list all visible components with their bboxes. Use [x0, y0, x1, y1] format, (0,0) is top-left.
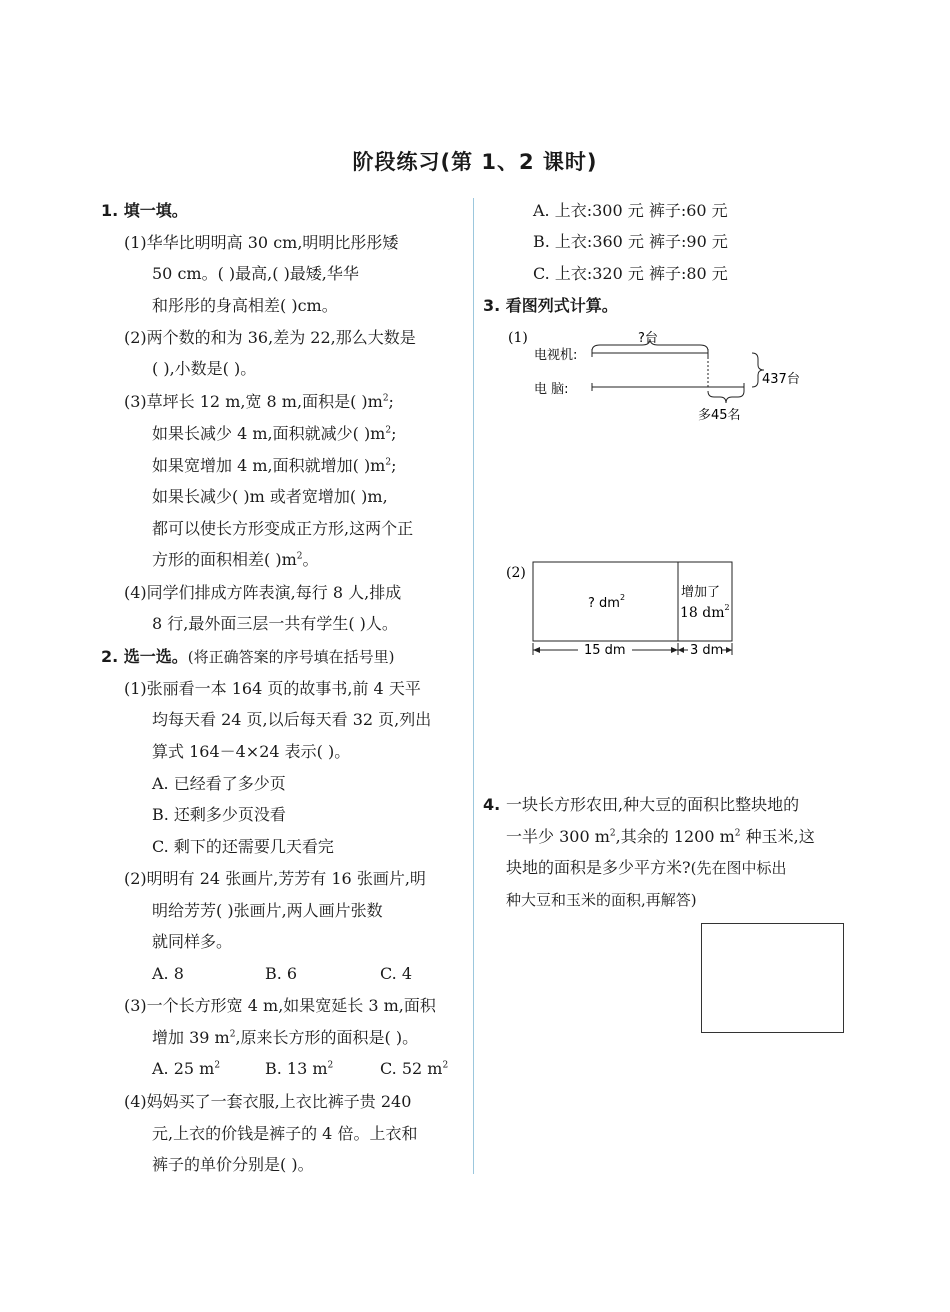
section-2-heading: 2. 选一选。(将正确答案的序号填在括号里) — [101, 647, 395, 666]
q1-3-line-6: 方形的面积相差( )$m^2$。 — [152, 550, 319, 569]
q2-3-line-1: (3)一个长方形宽 4 m,如果宽延长 3 m,面积 — [124, 996, 436, 1015]
q2-1-line-3: 算式 164－4×24 表示( )。 — [152, 742, 351, 761]
q4-line-1: 一块长方形农田,种大豆的面积比整块地的 — [506, 795, 800, 814]
q1-2-line-1: (2)两个数的和为 36,差为 22,那么大数是 — [124, 328, 416, 347]
rectangle-diagram — [500, 555, 750, 665]
diagram-1-number: (1) — [508, 330, 528, 346]
unknown-label: ?台 — [638, 331, 658, 346]
q1-3-line-3: 如果宽增加 4 m,面积就增加( )$m^2$; — [152, 456, 397, 475]
q4-line-4: 种大豆和玉米的面积,再解答) — [506, 891, 697, 909]
q2-1-option-c: C. 剩下的还需要几天看完 — [152, 837, 334, 856]
q2-2-option-b: B. 6 — [265, 964, 298, 983]
q2-1-option-b: B. 还剩多少页没看 — [152, 805, 286, 824]
q2-2-line-3: 就同样多。 — [152, 932, 233, 951]
q2-4-line-2: 元,上衣的价钱是裤子的 4 倍。上衣和 — [152, 1124, 418, 1143]
q2-2-option-a: A. 8 — [152, 964, 184, 983]
tv-label: 电视机: — [534, 348, 578, 363]
q1-4-line-1: (4)同学们排成方阵表演,每行 8 人,排成 — [124, 583, 402, 602]
diagram-2-number: (2) — [506, 565, 526, 581]
q2-4-line-1: (4)妈妈买了一套衣服,上衣比裤子贵 240 — [124, 1092, 412, 1111]
unknown-area-label: ? $dm^2$ — [588, 593, 626, 611]
q1-2-line-2: ( ),小数是( )。 — [152, 359, 257, 378]
q1-3-line-1: (3)草坪长 12 m,宽 8 m,面积是( )$m^2$; — [124, 392, 394, 411]
difference-brace — [708, 391, 744, 403]
q2-4-line-3: 裤子的单价分别是( )。 — [152, 1155, 314, 1174]
page-title: 阶段练习(第 1、2 课时) — [352, 150, 598, 174]
q2-3-line-2: 增加 39 $m^2$,原来长方形的面积是( )。 — [152, 1028, 419, 1047]
q2-3-option-c: C. 52 $m^2$ — [380, 1059, 449, 1078]
width-label-15: 15 dm — [584, 643, 626, 658]
q1-3-line-5: 都可以使长方形变成正方形,这两个正 — [152, 519, 414, 538]
more-label: 多45名 — [698, 408, 741, 423]
q2-2-line-2: 明给芳芳( )张画片,两人画片张数 — [152, 901, 383, 920]
q2-2-line-1: (2)明明有 24 张画片,芳芳有 16 张画片,明 — [124, 869, 426, 888]
q2-3-option-a: A. 25 $m^2$ — [152, 1059, 221, 1078]
farmland-rectangle — [701, 923, 844, 1033]
added-rectangle — [678, 562, 732, 641]
q2-4-option-a: A. 上衣:300 元 裤子:60 元 — [533, 201, 728, 220]
column-divider — [473, 198, 474, 1174]
q2-1-option-a: A. 已经看了多少页 — [152, 774, 286, 793]
q1-3-line-4: 如果长减少( )m 或者宽增加( )m, — [152, 487, 388, 506]
increase-label-1: 增加了 — [681, 585, 721, 600]
section-1-heading: 1. 填一填。 — [101, 201, 188, 220]
q1-3-line-2: 如果长减少 4 m,面积就减少( )$m^2$; — [152, 424, 397, 443]
q2-4-option-c: C. 上衣:320 元 裤子:80 元 — [533, 264, 728, 283]
q2-1-line-1: (1)张丽看一本 164 页的故事书,前 4 天平 — [124, 679, 421, 698]
line-segment-diagram — [500, 325, 820, 430]
q1-1-line-3: 和彤彤的身高相差( )cm。 — [152, 296, 338, 315]
total-label: 437台 — [762, 372, 800, 387]
computer-label: 电 脑: — [534, 382, 569, 397]
q1-1-line-1: (1)华华比明明高 30 cm,明明比彤彤矮 — [124, 233, 399, 252]
section-4-heading: 4. — [483, 795, 501, 814]
q2-4-option-b: B. 上衣:360 元 裤子:90 元 — [533, 232, 728, 251]
section-3-heading: 3. 看图列式计算。 — [483, 296, 618, 315]
q4-line-2: 一半少 300 $m^2$,其余的 1200 $m^2$ 种玉米,这 — [506, 827, 815, 846]
width-label-3: 3 dm — [690, 643, 724, 658]
q1-1-line-2: 50 cm。( )最高,( )最矮,华华 — [152, 264, 359, 283]
q2-1-line-2: 均每天看 24 页,以后每天看 32 页,列出 — [152, 710, 432, 729]
q1-4-line-2: 8 行,最外面三层一共有学生( )人。 — [152, 614, 398, 633]
q2-3-option-b: B. 13 $m^2$ — [265, 1059, 334, 1078]
q2-2-option-c: C. 4 — [380, 964, 413, 983]
q4-line-3: 块地的面积是多少平方米?(先在图中标出 — [506, 858, 787, 877]
increase-label-2: 18 $dm^2$ — [680, 603, 730, 621]
